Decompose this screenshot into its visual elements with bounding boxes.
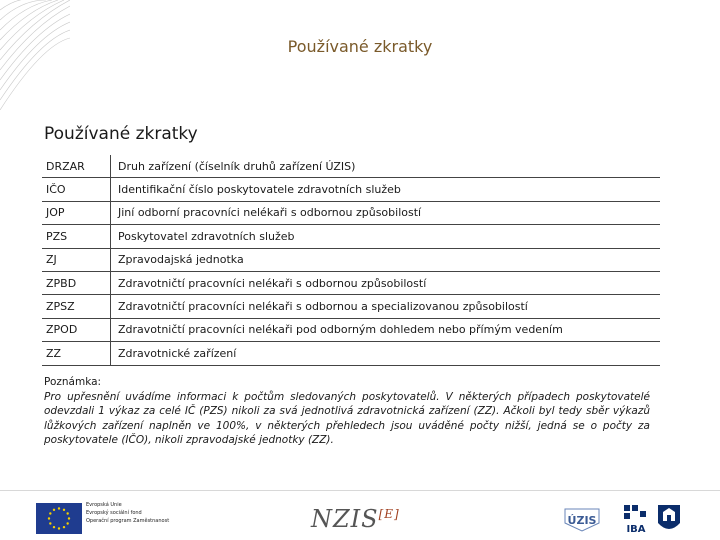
uzis-logo (561, 505, 603, 533)
abbreviation-description: Zdravotničtí pracovníci nelékaři s odbornou způsobilostí (111, 271, 661, 294)
abbreviation-code: ZPBD (42, 271, 111, 294)
eu-caption (86, 501, 169, 525)
eu-star (48, 517, 50, 519)
abbreviations-table (42, 155, 660, 366)
eu-star (63, 509, 65, 511)
eu-star (68, 517, 70, 519)
abbreviation-description: Poskytovatel zdravotních služeb (111, 225, 661, 248)
nzis-logo (311, 505, 400, 533)
abbreviation-description: Zdravotničtí pracovníci nelékaři pod odborným dohledem nebo přímým vedením (111, 318, 661, 341)
note-label: Poznámka: (44, 376, 102, 388)
abbreviation-code: ZPOD (42, 318, 111, 341)
eu-star (53, 526, 55, 528)
abbreviation-code: DRZAR (42, 155, 111, 178)
abbreviation-description: Zdravotnické zařízení (111, 342, 661, 365)
section-title: Používané zkratky (44, 124, 198, 144)
abbreviation-code: ZJ (42, 248, 111, 271)
note (44, 375, 650, 448)
table-row (42, 248, 660, 271)
table-row (42, 178, 660, 201)
table-row (42, 295, 660, 318)
table-row (42, 225, 660, 248)
abbreviation-description: Identifikační číslo poskytovatele zdravotních služeb (111, 178, 661, 201)
eu-caption-line: Evropský sociální fond (86, 510, 142, 516)
table-row (42, 271, 660, 294)
eu-star (63, 526, 65, 528)
abbreviation-description: Jiní odborní pracovníci nelékaři s odbornou způsobilostí (111, 201, 661, 224)
uzis-logo-text: ÚZIS (567, 514, 597, 527)
university-seal-logo (656, 503, 682, 535)
eu-caption-line: Evropská Unie (86, 502, 122, 508)
abbreviation-code: JOP (42, 201, 111, 224)
table-row (42, 201, 660, 224)
abbreviation-code: PZS (42, 225, 111, 248)
nzis-logo-text: NZIS (311, 505, 379, 533)
eu-flag-logo (36, 503, 82, 534)
table-row (42, 155, 660, 178)
eu-caption-line: Operační program Zaměstnanost (86, 518, 170, 524)
nzis-logo-sup: [E] (378, 507, 400, 521)
footer-divider (0, 490, 720, 491)
eu-star (53, 509, 55, 511)
eu-star (58, 507, 60, 509)
eu-star (66, 522, 68, 524)
slide-title: Používané zkratky (287, 37, 433, 56)
eu-star (66, 512, 68, 514)
eu-star (58, 527, 60, 529)
eu-star (49, 512, 51, 514)
abbreviation-description: Druh zařízení (číselník druhů zařízení ÚZIS) (111, 155, 661, 178)
note-text: Pro upřesnění uvádíme informaci k počtům sledovaných poskytovatelů. V některých případech poskytovatelé odevzdali 1 výkaz za celé IČ (PZS) nikoli za svá jednotlivá zdravotnická zařízení (ZZ). Ačkoli byl tedy sběr výkazů lůžkových zařízení naplněn ve 100%, v některých přehledech jsou uváděné počty nižší, jedná se o počty za poskytovatele (IČO), nikoli zpravodajské jednotky (ZZ). (44, 390, 650, 446)
iba-logo (620, 503, 652, 535)
abbreviation-code: ZPSZ (42, 295, 111, 318)
abbreviation-code: IČO (42, 178, 111, 201)
eu-star (49, 522, 51, 524)
abbreviation-code: ZZ (42, 342, 111, 365)
iba-logo-text: IBA (626, 524, 646, 535)
table-row (42, 318, 660, 341)
abbreviation-description: Zdravotničtí pracovníci nelékaři s odbornou a specializovanou způsobilostí (111, 295, 661, 318)
table-row (42, 342, 660, 365)
abbreviation-description: Zpravodajská jednotka (111, 248, 661, 271)
